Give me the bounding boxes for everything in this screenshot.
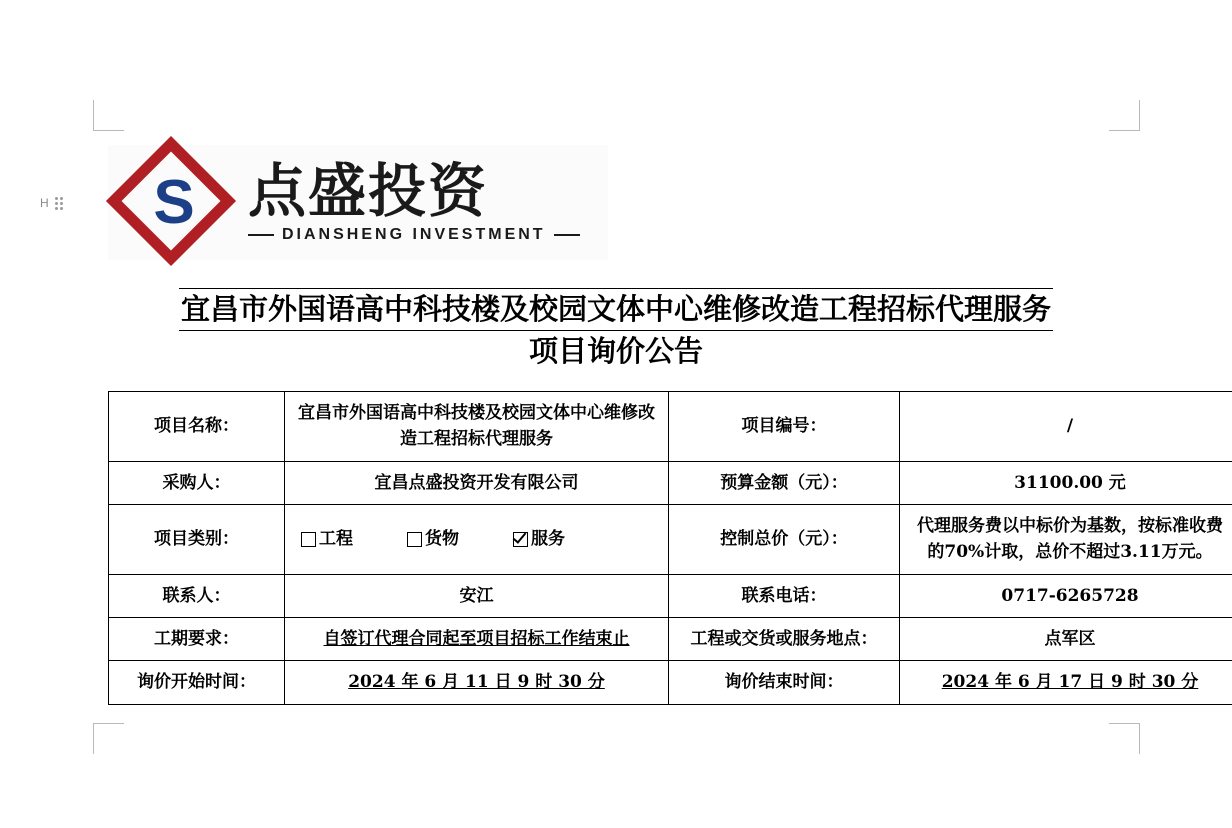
crop-mark-bottom-right xyxy=(1109,723,1140,754)
checkbox-label: 服务 xyxy=(531,529,565,550)
checkbox-option-service[interactable] xyxy=(513,526,565,552)
row-value-budget: 31100.00 元 xyxy=(900,461,1232,504)
row-label-contact-person: 联系人： xyxy=(109,574,285,617)
row-label-category: 项目类别： xyxy=(109,505,285,575)
crop-mark-top-left xyxy=(93,100,124,131)
row-label-end-time: 询价结束时间： xyxy=(669,661,900,704)
row-value-end-time: 2024 年 6 月 17 日 9 时 30 分 xyxy=(900,661,1232,704)
checkbox-icon[interactable] xyxy=(301,532,316,547)
handle-label: H xyxy=(40,196,49,210)
page-title xyxy=(116,288,1116,372)
drag-grip-icon[interactable] xyxy=(55,197,63,210)
row-label-location: 工程或交货或服务地点： xyxy=(669,618,900,661)
table-row xyxy=(109,574,1232,617)
object-drag-handle[interactable] xyxy=(40,196,63,210)
row-value-purchaser: 宜昌点盛投资开发有限公司 xyxy=(285,461,669,504)
checkbox-icon[interactable] xyxy=(407,532,422,547)
row-value-category xyxy=(285,505,669,575)
crop-mark-top-right xyxy=(1109,100,1140,131)
table-row xyxy=(109,461,1232,504)
logo-wordmark xyxy=(248,157,580,244)
row-value-contact-phone: 0717-6265728 xyxy=(900,574,1232,617)
project-info-table xyxy=(108,391,1232,705)
logo-rule-left xyxy=(248,234,274,236)
row-label-budget: 预算金额（元）： xyxy=(669,461,900,504)
row-value-location: 点军区 xyxy=(900,618,1232,661)
row-value-control-price: 代理服务费以中标价为基数，按标准收费的70%计取，总价不超过3.11万元。 xyxy=(900,505,1232,575)
row-value-start-time: 2024 年 6 月 11 日 9 时 30 分 xyxy=(285,661,669,704)
crop-mark-bottom-left xyxy=(93,723,124,754)
logo-monogram: S xyxy=(153,168,193,237)
logo-company-en-row xyxy=(248,226,580,244)
checkbox-option-goods[interactable] xyxy=(407,526,459,552)
row-value-duration: 自签订代理合同起至项目招标工作结束止 xyxy=(285,618,669,661)
row-value-project-number: / xyxy=(900,392,1232,462)
row-label-duration: 工期要求： xyxy=(109,618,285,661)
checkbox-option-engineering[interactable] xyxy=(301,526,353,552)
checkbox-label: 工程 xyxy=(319,529,353,550)
row-label-project-number: 项目编号： xyxy=(669,392,900,462)
table-row xyxy=(109,505,1232,575)
row-value-contact-person: 安江 xyxy=(285,574,669,617)
logo-diamond-icon xyxy=(108,148,238,258)
row-label-contact-phone: 联系电话： xyxy=(669,574,900,617)
row-label-purchaser: 采购人： xyxy=(109,461,285,504)
table-row xyxy=(109,392,1232,462)
company-logo xyxy=(108,145,608,260)
row-label-control-price: 控制总价（元）： xyxy=(669,505,900,575)
page-title-line2: 项目询价公告 xyxy=(528,334,703,369)
row-label-project-name: 项目名称： xyxy=(109,392,285,462)
row-label-start-time: 询价开始时间： xyxy=(109,661,285,704)
logo-rule-right xyxy=(554,234,580,236)
logo-company-en: DIANSHENG INVESTMENT xyxy=(282,225,546,243)
table-row xyxy=(109,661,1232,704)
table-row xyxy=(109,618,1232,661)
page-title-line1: 宜昌市外国语高中科技楼及校园文体中心维修改造工程招标代理服务 xyxy=(179,288,1053,331)
logo-company-cn: 点盛投资 xyxy=(248,157,489,226)
row-value-project-name: 宜昌市外国语高中科技楼及校园文体中心维修改造工程招标代理服务 xyxy=(285,392,669,462)
checkbox-label: 货物 xyxy=(425,529,459,550)
checkbox-checked-icon[interactable] xyxy=(513,532,528,547)
